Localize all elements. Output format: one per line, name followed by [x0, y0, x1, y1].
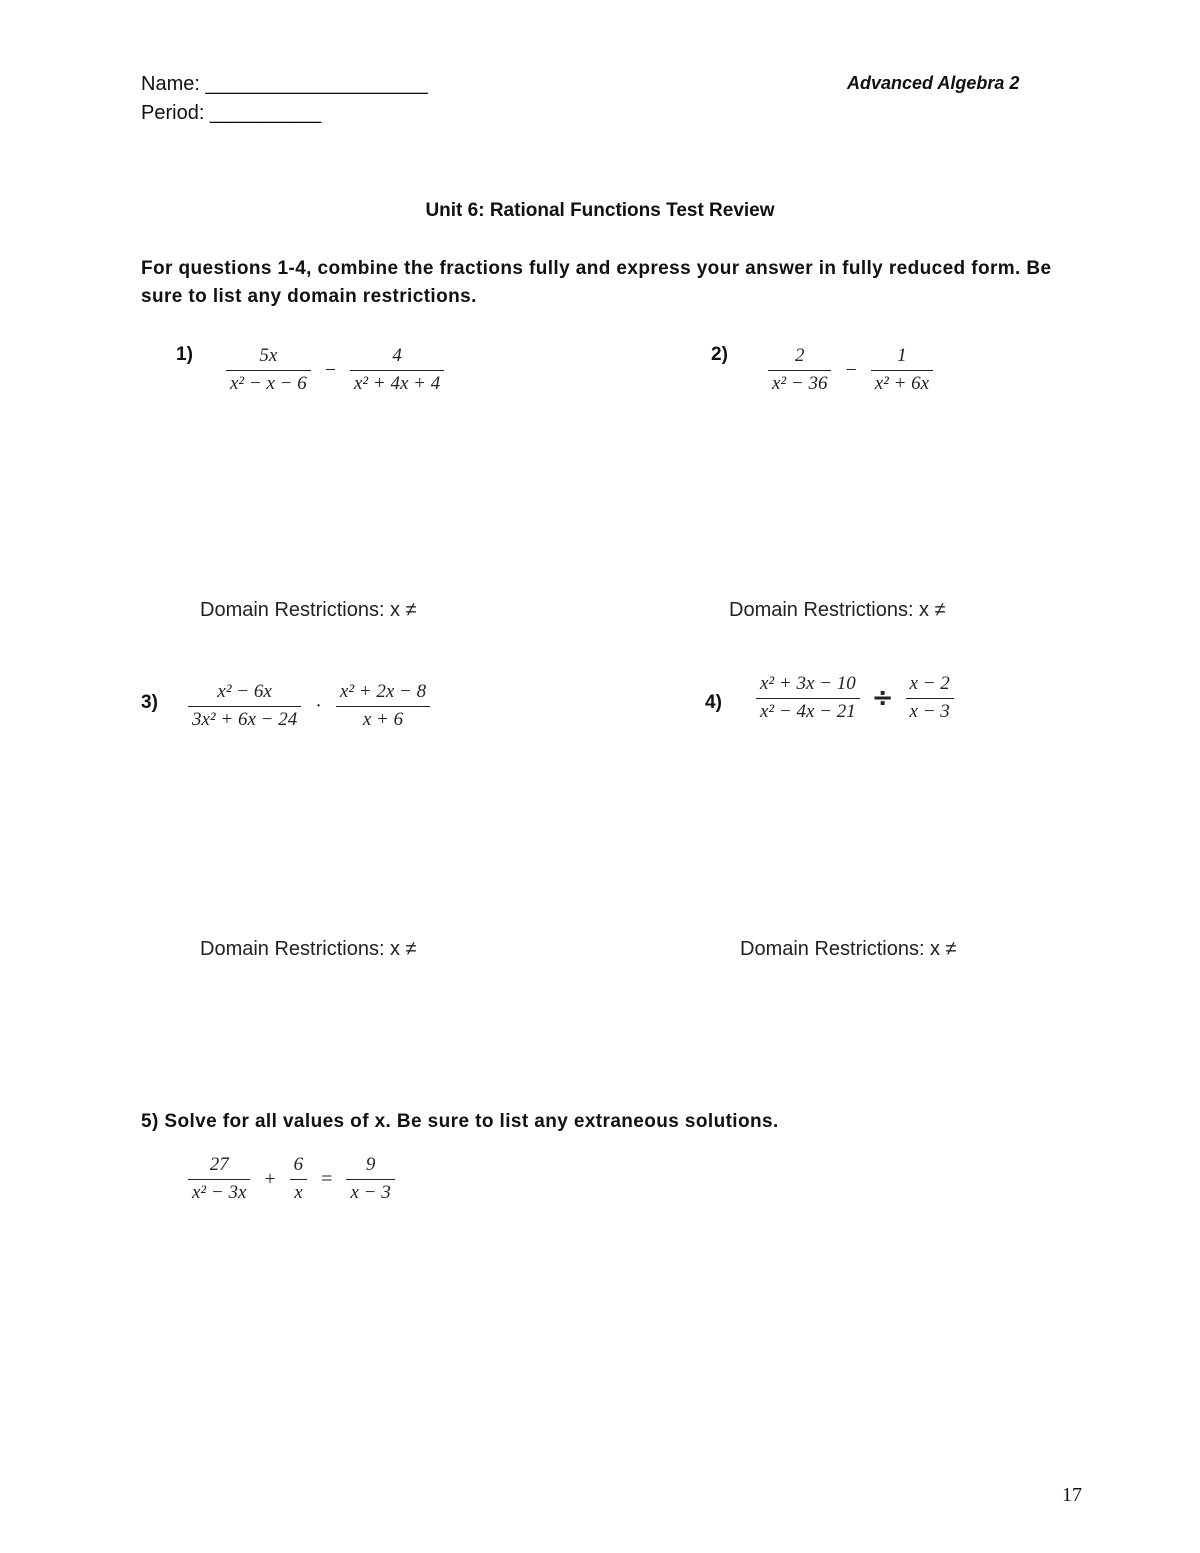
question-2-number: 2)	[711, 344, 728, 365]
operator: +	[264, 1167, 276, 1190]
operator: ·	[315, 694, 322, 717]
question-4-expression	[750, 673, 960, 723]
fraction-bar	[346, 1179, 394, 1180]
fraction-bar	[768, 370, 831, 371]
denominator: x − 3	[350, 1182, 391, 1203]
fraction	[188, 681, 301, 731]
denominator: x² − 4x − 21	[760, 701, 856, 722]
fraction-bar	[226, 370, 311, 371]
question-2-expression	[762, 345, 939, 395]
fraction-bar	[188, 706, 301, 707]
numerator: 9	[365, 1154, 376, 1175]
fraction-bar	[871, 370, 933, 371]
denominator: x² − 3x	[192, 1182, 247, 1203]
fraction	[350, 345, 444, 395]
question-3-expression	[182, 681, 436, 731]
numerator: x − 2	[909, 673, 950, 694]
fraction	[906, 673, 954, 723]
denominator: 3x² + 6x − 24	[192, 709, 298, 730]
numerator: 27	[209, 1154, 229, 1175]
division-operator: ÷	[871, 683, 894, 713]
question-1-domain-label: Domain Restrictions: x ≠	[200, 599, 417, 621]
course-name: Advanced Algebra 2	[847, 73, 1020, 93]
fraction	[188, 1154, 250, 1204]
fraction	[768, 345, 831, 395]
fraction-bar	[350, 370, 444, 371]
numerator: x² + 3x − 10	[760, 673, 856, 694]
operator: −	[324, 358, 336, 381]
fraction	[336, 681, 430, 731]
fraction-bar	[906, 698, 954, 699]
page-number: 17	[1062, 1484, 1082, 1506]
period-field-line[interactable]: Period: __________	[141, 102, 322, 124]
denominator: x	[294, 1182, 303, 1203]
fraction-bar	[756, 698, 860, 699]
question-4-number: 4)	[705, 692, 722, 713]
question-1-expression	[220, 345, 450, 395]
operator: −	[845, 358, 857, 381]
fraction	[756, 673, 860, 723]
question-5-equation	[182, 1154, 401, 1204]
question-4-domain-label: Domain Restrictions: x ≠	[740, 938, 957, 960]
fraction	[346, 1154, 394, 1204]
question-3-domain-label: Domain Restrictions: x ≠	[200, 938, 417, 960]
denominator: x² − 36	[772, 373, 828, 394]
denominator: x² + 6x	[874, 373, 930, 394]
denominator: x − 3	[909, 701, 950, 722]
denominator: x² − x − 6	[230, 373, 307, 394]
fraction	[290, 1154, 308, 1204]
fraction-bar	[188, 1179, 250, 1180]
numerator: 2	[794, 345, 805, 366]
fraction	[871, 345, 933, 395]
equals-sign: =	[321, 1167, 333, 1190]
numerator: 1	[897, 345, 907, 366]
fraction-bar	[290, 1179, 308, 1180]
numerator: 6	[293, 1154, 304, 1175]
denominator: x + 6	[362, 709, 404, 730]
numerator: 5x	[259, 345, 278, 366]
question-5-prompt: 5) Solve for all values of x. Be sure to list any extraneous solutions.	[141, 1111, 779, 1132]
numerator: 4	[392, 345, 402, 366]
fraction	[226, 345, 311, 395]
numerator: x² + 2x − 8	[339, 681, 427, 702]
question-2-domain-label: Domain Restrictions: x ≠	[729, 599, 946, 621]
fraction-bar	[336, 706, 430, 707]
name-field-line[interactable]: Name: ____________________	[141, 73, 428, 95]
instructions: For questions 1-4, combine the fractions fully and express your answer in fully reduced form. Be sure to list any domain restrictions.	[141, 258, 1052, 307]
numerator: x² − 6x	[217, 681, 272, 702]
denominator: x² + 4x + 4	[354, 373, 441, 394]
question-1-number: 1)	[176, 344, 193, 365]
question-3-number: 3)	[141, 692, 158, 713]
page-title: Unit 6: Rational Functions Test Review	[425, 200, 775, 221]
